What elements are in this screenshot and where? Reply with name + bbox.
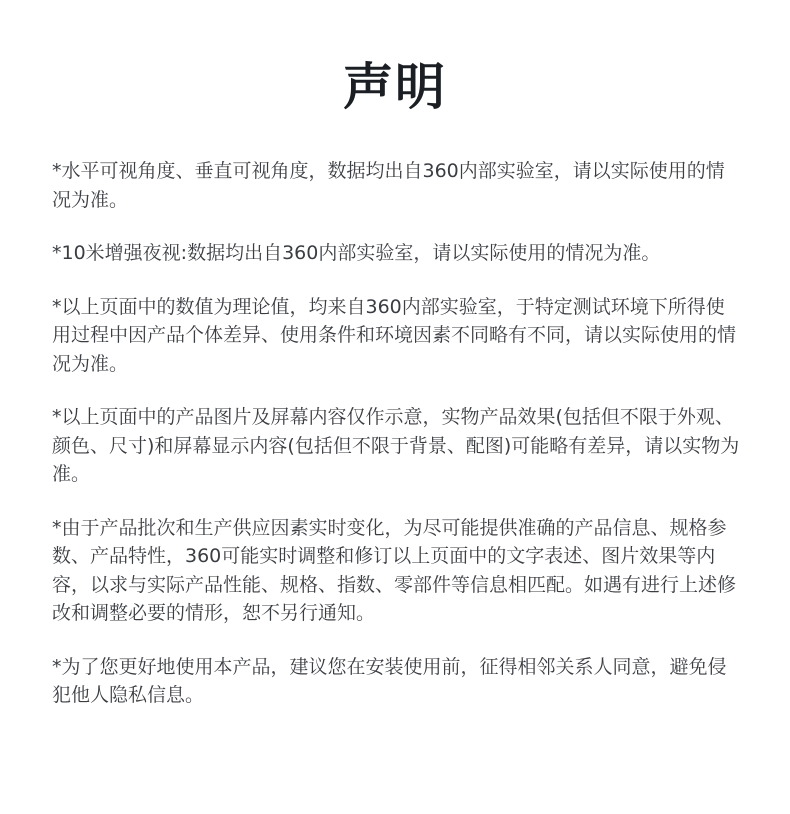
note-privacy: *为了您更好地使用本产品，建议您在安装使用前，征得相邻关系人同意，避免侵犯他人隐私信息。	[52, 655, 727, 706]
note-product-changes: *由于产品批次和生产供应因素实时变化，为尽可能提供准确的产品信息、规格参数、产品特性，360可能实时调整和修订以上页面中的文字表述、图片效果等内容，以求与实际产品性能、规格、指数、零部件等信息相匹配。如遇有进行上述修改和调整必要的情形，恕不另行通知。	[52, 516, 737, 624]
page-title: 声明	[343, 58, 447, 116]
note-viewing-angle: *水平可视角度、垂直可视角度，数据均出自360内部实验室，请以实际使用的情况为准。	[52, 160, 725, 211]
note-night-vision: *10米增强夜视:数据均出自360内部实验室，请以实际使用的情况为准。	[52, 242, 661, 264]
disclaimer-notes	[52, 157, 742, 735]
note-product-images: *以上页面中的产品图片及屏幕内容仅作示意，实物产品效果(包括但不限于外观、颜色、尺寸)和屏幕显示内容(包括但不限于背景、配图)可能略有差异，请以实物为准。	[52, 406, 740, 485]
note-theoretical-values: *以上页面中的数值为理论值，均来自360内部实验室，于特定测试环境下所得使用过程中因产品个体差异、使用条件和环境因素不同略有不同，请以实际使用的情况为准。	[52, 295, 737, 375]
